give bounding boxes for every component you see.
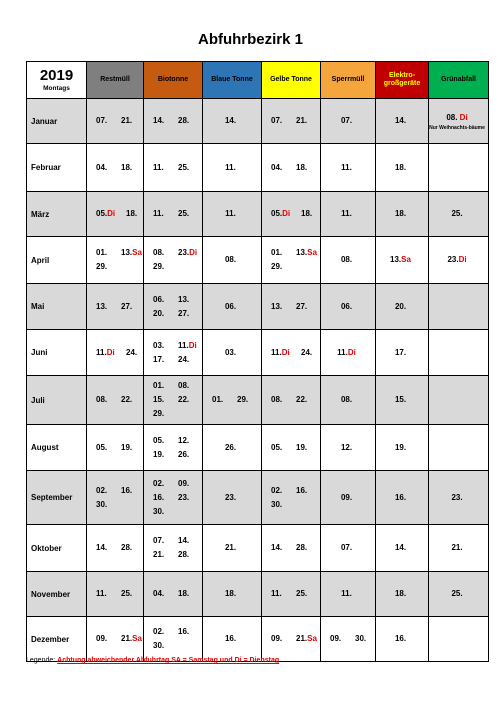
table-row (27, 376, 489, 425)
date-cell (144, 572, 203, 617)
date-value: 21. (296, 116, 308, 125)
deviation-marker: Di (347, 347, 356, 357)
schedule-body (27, 99, 489, 662)
date-value: 20. (394, 301, 407, 311)
table-row (27, 617, 489, 662)
date-cell (429, 192, 489, 237)
date-value: 04. (96, 162, 108, 172)
date-value: 11. (153, 162, 164, 172)
date-cell (144, 237, 203, 284)
date-cell (321, 330, 376, 376)
column-header-elektrogeraete: Elektro-großgeräte (376, 62, 429, 99)
date-value: 21. (451, 543, 463, 552)
date-cell (429, 284, 489, 330)
month-label: Oktober (27, 525, 87, 572)
date-cell (429, 525, 489, 572)
date-value: 25. (178, 162, 190, 172)
table-row (27, 192, 489, 237)
date-value: 06. (340, 301, 353, 311)
date-value: 11. (341, 589, 352, 598)
date-value: 09. (330, 634, 342, 643)
column-header-gelbe-tonne: Gelbe Tonne (262, 62, 321, 99)
date-value: 13. (296, 248, 308, 257)
date-cell (429, 572, 489, 617)
date-value: 26. (224, 442, 237, 452)
date-cell (203, 572, 262, 617)
date-value: 05. (271, 442, 283, 452)
date-cell (87, 376, 144, 425)
date-cell (376, 237, 429, 284)
date-cell (376, 376, 429, 425)
date-cell (144, 471, 203, 525)
date-value: 25. (296, 589, 308, 598)
deviation-marker: Di (458, 255, 467, 264)
date-value: 15. (153, 395, 165, 404)
date-value: 06. (224, 301, 237, 311)
date-value: 30. (153, 506, 165, 516)
date-cell (321, 572, 376, 617)
date-cell (321, 376, 376, 425)
date-value: 08. (96, 395, 108, 404)
date-value: 18. (394, 209, 407, 218)
date-cell (87, 330, 144, 376)
date-value: 09. (96, 634, 108, 643)
date-cell (262, 617, 321, 662)
date-cell (262, 471, 321, 525)
table-row (27, 525, 489, 572)
date-value: 21. (121, 634, 133, 643)
date-value: 29. (271, 262, 283, 271)
date-cell (376, 99, 429, 144)
date-value: 16. (224, 634, 237, 643)
date-value: 29. (153, 262, 165, 271)
date-value: 25. (451, 589, 463, 598)
date-value: 17. (394, 347, 407, 357)
weekday-label: Montags (43, 84, 70, 92)
date-cell (262, 144, 321, 192)
date-value: 23. (224, 492, 237, 502)
christmas-tree-note: Nur Weihnachts-bäume (429, 124, 485, 131)
date-value: 20. (153, 308, 165, 318)
date-cell (429, 144, 489, 192)
date-value: 01. (153, 381, 165, 390)
date-cell (262, 284, 321, 330)
date-value: 11. (271, 589, 282, 598)
date-value: 08. (340, 255, 353, 264)
date-value: 24. (126, 347, 138, 357)
date-value: 28. (296, 543, 308, 552)
date-value: 05. (96, 442, 108, 452)
date-cell (203, 99, 262, 144)
date-cell (262, 525, 321, 572)
column-header-gruenabfall: Grünabfall (429, 62, 489, 99)
date-value: 15. (394, 395, 407, 404)
date-cell (429, 425, 489, 471)
deviation-marker: Di (188, 340, 197, 350)
deviation-marker: Di (106, 347, 115, 357)
date-value: 30. (153, 641, 165, 650)
date-cell (376, 330, 429, 376)
date-value: 03. (224, 347, 237, 357)
date-value: 25. (178, 209, 190, 218)
table-row (27, 330, 489, 376)
date-cell (144, 525, 203, 572)
date-value: 18. (394, 589, 407, 598)
date-cell (87, 284, 144, 330)
date-value: 14. (394, 116, 407, 125)
date-cell (321, 144, 376, 192)
date-value: 04. (153, 589, 165, 598)
year-label: 2019 (39, 66, 74, 84)
date-cell (87, 425, 144, 471)
date-cell (203, 425, 262, 471)
date-cell (87, 237, 144, 284)
date-cell (144, 192, 203, 237)
date-value: 05. (96, 209, 108, 218)
date-value: 22. (178, 395, 190, 404)
date-cell (203, 144, 262, 192)
collection-schedule-table (26, 61, 489, 662)
date-value: 11. (225, 209, 236, 218)
date-value: 01. (212, 395, 224, 404)
deviation-marker: Di (281, 347, 290, 357)
date-cell (262, 192, 321, 237)
date-value: 07. (271, 116, 283, 125)
date-value: 09. (340, 492, 353, 502)
date-cell (87, 617, 144, 662)
date-value: 12. (340, 442, 353, 452)
date-value: 06. (153, 294, 165, 304)
date-cell (376, 284, 429, 330)
date-cell (203, 525, 262, 572)
date-value: 11. (96, 589, 107, 598)
date-value: 13. (178, 294, 190, 304)
date-value: 16. (178, 627, 190, 636)
date-cell (203, 192, 262, 237)
date-value: 04. (271, 162, 283, 172)
month-label: Juli (27, 376, 87, 425)
date-cell (321, 425, 376, 471)
date-value: 13. (271, 301, 283, 311)
date-value: 23. (451, 492, 463, 502)
date-cell (262, 425, 321, 471)
date-value: 21. (153, 550, 165, 559)
month-label: Januar (27, 99, 87, 144)
legend (26, 657, 279, 664)
date-value: 07. (96, 116, 108, 125)
date-value: 13. (96, 301, 108, 311)
table-row (27, 471, 489, 525)
date-value: 29. (153, 409, 165, 418)
date-cell (87, 192, 144, 237)
date-value: 18. (121, 162, 133, 172)
date-value: 28. (178, 550, 190, 559)
date-value: 02. (271, 485, 283, 495)
date-value: 05. (271, 209, 283, 218)
date-cell (376, 471, 429, 525)
date-cell (429, 330, 489, 376)
date-value: 02. (153, 478, 165, 488)
date-value: 18. (178, 589, 190, 598)
month-label: September (27, 471, 87, 525)
date-cell (429, 617, 489, 662)
month-label: August (27, 425, 87, 471)
date-value: 07. (340, 116, 353, 125)
date-cell (321, 237, 376, 284)
date-value: 07. (340, 543, 353, 552)
date-value: 28. (121, 543, 133, 552)
date-value: 09. (178, 478, 190, 488)
date-cell (376, 144, 429, 192)
table-row (27, 99, 489, 144)
date-value: 11. (341, 162, 352, 172)
deviation-marker: Di (459, 112, 468, 122)
legend-label: Legende: (26, 657, 56, 664)
date-value: 30. (271, 499, 283, 509)
date-cell (262, 99, 321, 144)
date-cell (203, 330, 262, 376)
date-value: 24. (301, 347, 313, 357)
date-cell (321, 525, 376, 572)
date-cell (87, 99, 144, 144)
date-value: 14. (153, 116, 165, 125)
date-value: 13. (121, 248, 133, 257)
date-cell (87, 525, 144, 572)
date-value: 25. (121, 589, 133, 598)
date-value: 19. (394, 442, 407, 452)
date-cell (144, 330, 203, 376)
date-value: 14. (224, 116, 237, 125)
date-value: 27. (178, 308, 190, 318)
date-cell (203, 284, 262, 330)
date-value: 12. (178, 435, 190, 445)
date-value: 08. (153, 248, 165, 257)
date-value: 08. (446, 112, 460, 122)
date-value: 16. (121, 485, 133, 495)
date-cell (321, 99, 376, 144)
date-value: 03. (153, 340, 165, 350)
date-cell (144, 284, 203, 330)
date-cell (87, 471, 144, 525)
date-cell (144, 99, 203, 144)
header-row (27, 62, 489, 99)
month-label: Juni (27, 330, 87, 376)
date-cell (376, 425, 429, 471)
date-cell (376, 192, 429, 237)
month-label: Dezember (27, 617, 87, 662)
date-value: 18. (296, 162, 308, 172)
table-row (27, 237, 489, 284)
date-cell (262, 237, 321, 284)
date-value: 26. (178, 449, 190, 459)
date-cell (87, 144, 144, 192)
month-label: Mai (27, 284, 87, 330)
date-value: 28. (178, 116, 190, 125)
date-cell (376, 525, 429, 572)
date-cell (144, 376, 203, 425)
date-cell (144, 425, 203, 471)
date-value: 14. (178, 536, 190, 545)
date-cell (321, 617, 376, 662)
date-value: 30. (355, 634, 367, 643)
deviation-marker: Sa (307, 248, 317, 257)
date-value: 11. (341, 209, 352, 218)
month-label: März (27, 192, 87, 237)
date-value: 22. (296, 395, 308, 404)
date-value: 14. (394, 543, 407, 552)
date-value: 08. (178, 381, 190, 390)
deviation-marker: Di (189, 248, 198, 257)
legend-text: Achtung abweichender Abfuhrtag SA = Samstag und Di = Dienstag (57, 657, 280, 664)
date-value: 11. (96, 347, 107, 357)
date-value: 14. (96, 543, 108, 552)
date-value: 29. (96, 262, 108, 271)
date-value: 27. (296, 301, 308, 311)
date-value: 19. (296, 442, 308, 452)
date-value: 08. (224, 255, 237, 264)
date-value: 16. (394, 492, 407, 502)
date-value: 19. (121, 442, 133, 452)
date-cell (376, 572, 429, 617)
table-row (27, 284, 489, 330)
date-value: 23. (178, 248, 190, 257)
month-label: April (27, 237, 87, 284)
date-cell (262, 572, 321, 617)
date-cell (321, 192, 376, 237)
deviation-marker: Sa (401, 255, 411, 264)
date-cell (429, 471, 489, 525)
date-cell (262, 330, 321, 376)
date-value: 21. (224, 543, 237, 552)
date-value: 16. (296, 485, 308, 495)
date-cell (144, 617, 203, 662)
date-value: 16. (394, 634, 407, 643)
table-row (27, 144, 489, 192)
date-cell (87, 572, 144, 617)
deviation-marker: Di (282, 209, 291, 218)
date-cell (376, 617, 429, 662)
date-value: 29. (237, 395, 249, 404)
date-value: 08. (271, 395, 283, 404)
date-cell (203, 617, 262, 662)
date-value: 23. (447, 255, 459, 264)
date-value: 01. (96, 248, 108, 257)
date-value: 08. (340, 395, 353, 404)
date-cell (144, 144, 203, 192)
date-cell (203, 237, 262, 284)
date-value: 11. (225, 162, 236, 172)
date-value: 21. (296, 634, 308, 643)
date-cell (429, 376, 489, 425)
date-value: 09. (271, 634, 283, 643)
date-value: 30. (96, 499, 108, 509)
date-value: 17. (153, 354, 165, 364)
page-title: Abfuhrbezirk 1 (197, 31, 303, 48)
date-value: 27. (121, 301, 133, 311)
month-label: Februar (27, 144, 87, 192)
column-header-restmuell: Restmüll (87, 62, 144, 99)
date-cell (429, 99, 489, 144)
date-value: 01. (271, 248, 283, 257)
date-value: 18. (394, 162, 407, 172)
date-value: 02. (153, 627, 165, 636)
date-value: 18. (224, 589, 237, 598)
date-value: 11. (337, 347, 348, 357)
date-cell (262, 376, 321, 425)
column-header-biotonne: Biotonne (144, 62, 203, 99)
deviation-marker: Sa (132, 634, 142, 643)
date-value: 07. (153, 536, 165, 545)
date-value: 25. (451, 209, 463, 218)
table-row (27, 572, 489, 617)
date-value: 11. (178, 340, 189, 350)
date-cell (429, 237, 489, 284)
deviation-marker: Sa (307, 634, 317, 643)
date-value: 18. (126, 209, 138, 218)
deviation-marker: Di (107, 209, 116, 218)
date-value: 16. (153, 492, 165, 502)
date-value: 24. (178, 354, 190, 364)
date-value: 11. (153, 209, 164, 218)
date-cell (203, 471, 262, 525)
date-value: 11. (271, 347, 282, 357)
column-header-blaue-tonne: Blaue Tonne (203, 62, 262, 99)
year-header (27, 62, 87, 99)
column-header-sperrmuell: Sperrmüll (321, 62, 376, 99)
date-cell (203, 376, 262, 425)
date-cell (321, 284, 376, 330)
date-value: 13. (390, 255, 402, 264)
date-value: 18. (301, 209, 313, 218)
date-value: 02. (96, 485, 108, 495)
date-value: 14. (271, 543, 283, 552)
month-label: November (27, 572, 87, 617)
date-value: 05. (153, 435, 165, 445)
table-row (27, 425, 489, 471)
date-value: 23. (178, 492, 190, 502)
date-value: 22. (121, 395, 133, 404)
date-value: 19. (153, 449, 165, 459)
deviation-marker: Sa (132, 248, 142, 257)
date-value: 21. (121, 116, 133, 125)
date-cell (321, 471, 376, 525)
